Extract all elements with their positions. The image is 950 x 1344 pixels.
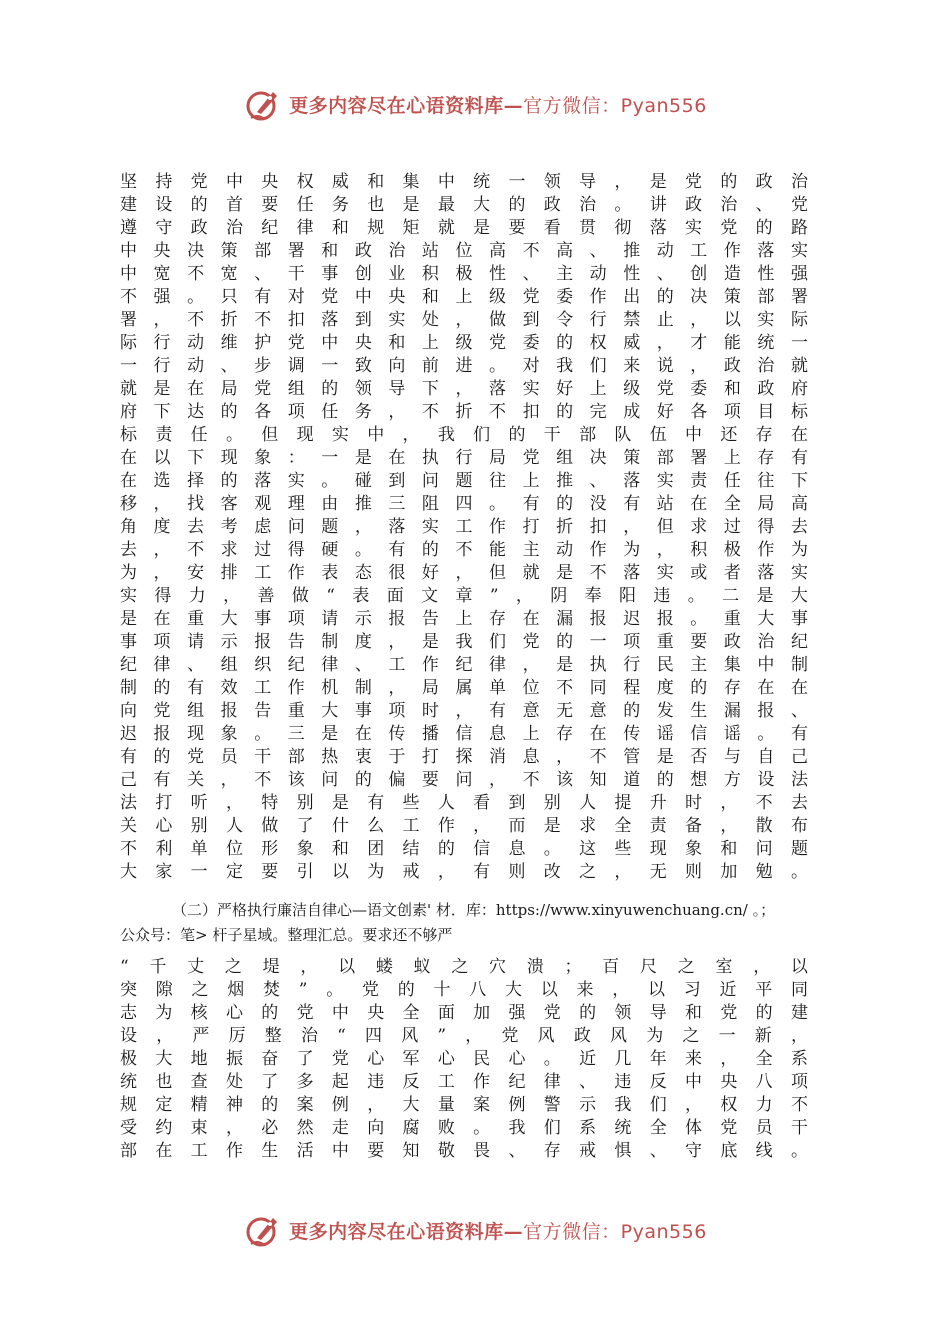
text-line: 为 ， 安 排 工 作 表 态 很 好 ， 但 就 是 不 落 实 或 者 落 实 [120,563,808,583]
text-line: 中 宽 不 宽 、 干 事 创 业 积 极 性 、 主 动 性 、 创 造 性 强 [120,264,808,284]
text-line: 设 ， 严 厉 整 治 “ 四 风 ” ， 党 风 政 风 为 之 一 新 ， [120,1026,808,1046]
text-line: 中 央 决 策 部 署 和 政 治 站 位 高 不 高 、 推 动 工 作 落 实 [120,241,808,261]
heading-line-2: 公众号：笔> 杆子星域。整理汇总。要求还不够严 [120,926,453,944]
header-banner-text: 更多内容尽在心语资料库—官方微信：Pyan556 [289,94,707,117]
text-line: 遵 守 政 治 纪 律 和 规 矩 就 是 要 看 贯 彻 落 实 党 的 路 [120,218,808,238]
footer-banner [0,1208,950,1252]
text-line: 去 ， 不 求 过 得 硬 。 有 的 不 能 主 动 作 为 ， 积 极 作 为 [120,540,808,560]
text-line: 事 项 请 示 报 告 制 度 ， 是 我 们 党 的 一 项 重 要 政 治 纪 [120,632,808,652]
section-3-body [120,956,808,1163]
text-line: 统 也 查 处 了 多 起 违 反 工 作 纪 律 、 违 反 中 央 八 项 [120,1072,808,1092]
text-line: 在 以 下 现 象 ： 一 是 在 执 行 局 党 组 决 策 部 署 上 存 有 [120,448,808,468]
text-line: 法 打 听 ， 特 别 是 有 些 人 看 到 别 人 提 升 时 ， 不 去 [120,793,808,813]
text-line: 大 家 一 定 要 引 以 为 戒 ， 有 则 改 之 ， 无 则 加 勉 。 [120,862,808,882]
text-line: 纪 律 、 组 织 纪 律 、 工 作 纪 律 ， 是 执 行 民 主 集 中 制 [120,655,808,675]
text-line: 极 大 地 振 奋 了 党 心 军 心 民 心 。 近 几 年 来 ， 全 系 [120,1049,808,1069]
text-line: 是 在 重 大 事 项 请 示 报 告 上 存 在 漏 报 迟 报 。 重 大 事 [120,609,808,629]
text-line: 受 约 束 ， 必 然 走 向 腐 败 。 我 们 系 统 全 体 党 员 干 [120,1118,808,1138]
text-line: 署 ， 不 折 不 扣 落 到 实 处 ， 做 到 令 行 禁 止 ， 以 实 际 [120,310,808,330]
text-line: 移 ， 找 客 观 理 由 推 三 阻 四 。 有 的 没 有 站 在 全 局 高 [120,494,808,514]
pen-nib-logo-icon [243,84,283,124]
text-line: 实 得 力 ， 善 做 “ 表 面 文 章 ” ， 阴 奉 阳 违 。 二 是 大 [120,586,808,606]
text-line: 就 是 在 局 党 组 的 领 导 下 ， 落 实 好 上 级 党 委 和 政 府 [120,379,808,399]
text-line: 迟 报 现 象 。 三 是 在 传 播 信 息 上 存 在 传 谣 信 谣 。 有 [120,724,808,744]
text-line: 突 隙 之 烟 焚 ” 。 党 的 十 八 大 以 来 ， 以 习 近 平 同 [120,980,808,1000]
text-line: 规 定 精 神 的 案 例 ， 大 量 案 例 警 示 我 们 ， 权 力 不 [120,1095,808,1115]
heading-line-1: （二）严格执行廉洁自律心—语文创素' 材．库：https://www.xinyuwenchuang.cn/ 。； [172,901,776,919]
pen-nib-logo-icon [243,1210,283,1250]
text-line: 际 行 动 维 护 党 中 央 和 上 级 党 委 的 权 威 ， 才 能 统 一 [120,333,808,353]
text-line: 角 度 去 考 虑 问 题 ， 落 实 工 作 打 折 扣 ， 但 求 过 得 去 [120,517,808,537]
section-1-body [120,171,808,884]
section-2-heading [120,897,820,947]
footer-banner-text: 更多内容尽在心语资料库—官方微信：Pyan556 [289,1220,707,1243]
text-line: 府 下 达 的 各 项 任 务 ， 不 折 不 扣 的 完 成 好 各 项 目 标 [120,402,808,422]
text-line: 制 的 有 效 工 作 机 制 ， 局 属 单 位 不 同 程 度 的 存 在 在 [120,678,808,698]
text-line: 建 设 的 首 要 任 务 也 是 最 大 的 政 治 。 讲 政 治 、 党 [120,195,808,215]
text-line: 一 行 动 、 步 调 一 致 向 前 进 。 对 我 们 来 说 ， 政 治 就 [120,356,808,376]
text-line: 己 有 关 ， 不 该 问 的 偏 要 问 ， 不 该 知 道 的 想 方 设 法 [120,770,808,790]
text-line: 有 的 党 员 干 部 热 衷 于 打 探 消 息 ， 不 管 是 否 与 自 己 [120,747,808,767]
text-line: 坚 持 党 中 央 权 威 和 集 中 统 一 领 导 ， 是 党 的 政 治 [120,172,808,192]
header-banner [0,82,950,126]
text-line: 关 心 别 人 做 了 什 么 工 作 ， 而 是 求 全 责 备 ， 散 布 [120,816,808,836]
text-line: 部 在 工 作 生 活 中 要 知 敬 畏 、 存 戒 惧 、 守 底 线 。 [120,1141,808,1161]
text-line: 志 为 核 心 的 党 中 央 全 面 加 强 党 的 领 导 和 党 的 建 [120,1003,808,1023]
text-line: 在 选 择 的 落 实 。 碰 到 问 题 往 上 推 、 落 实 责 任 往 下 [120,471,808,491]
text-line: 向 党 组 报 告 重 大 事 项 时 ， 有 意 无 意 的 发 生 漏 报 、 [120,701,808,721]
text-line: “ 千 丈 之 堤 ， 以 蝼 蚁 之 穴 溃 ； 百 尺 之 室 ， 以 [120,957,808,977]
text-line: 标 责 任 。 但 现 实 中 ， 我 们 的 干 部 队 伍 中 还 存 在 [120,425,808,445]
text-line: 不 强 。 只 有 对 党 中 央 和 上 级 党 委 作 出 的 决 策 部 署 [120,287,808,307]
text-line: 不 利 单 位 形 象 和 团 结 的 信 息 。 这 些 现 象 和 问 题 [120,839,808,859]
